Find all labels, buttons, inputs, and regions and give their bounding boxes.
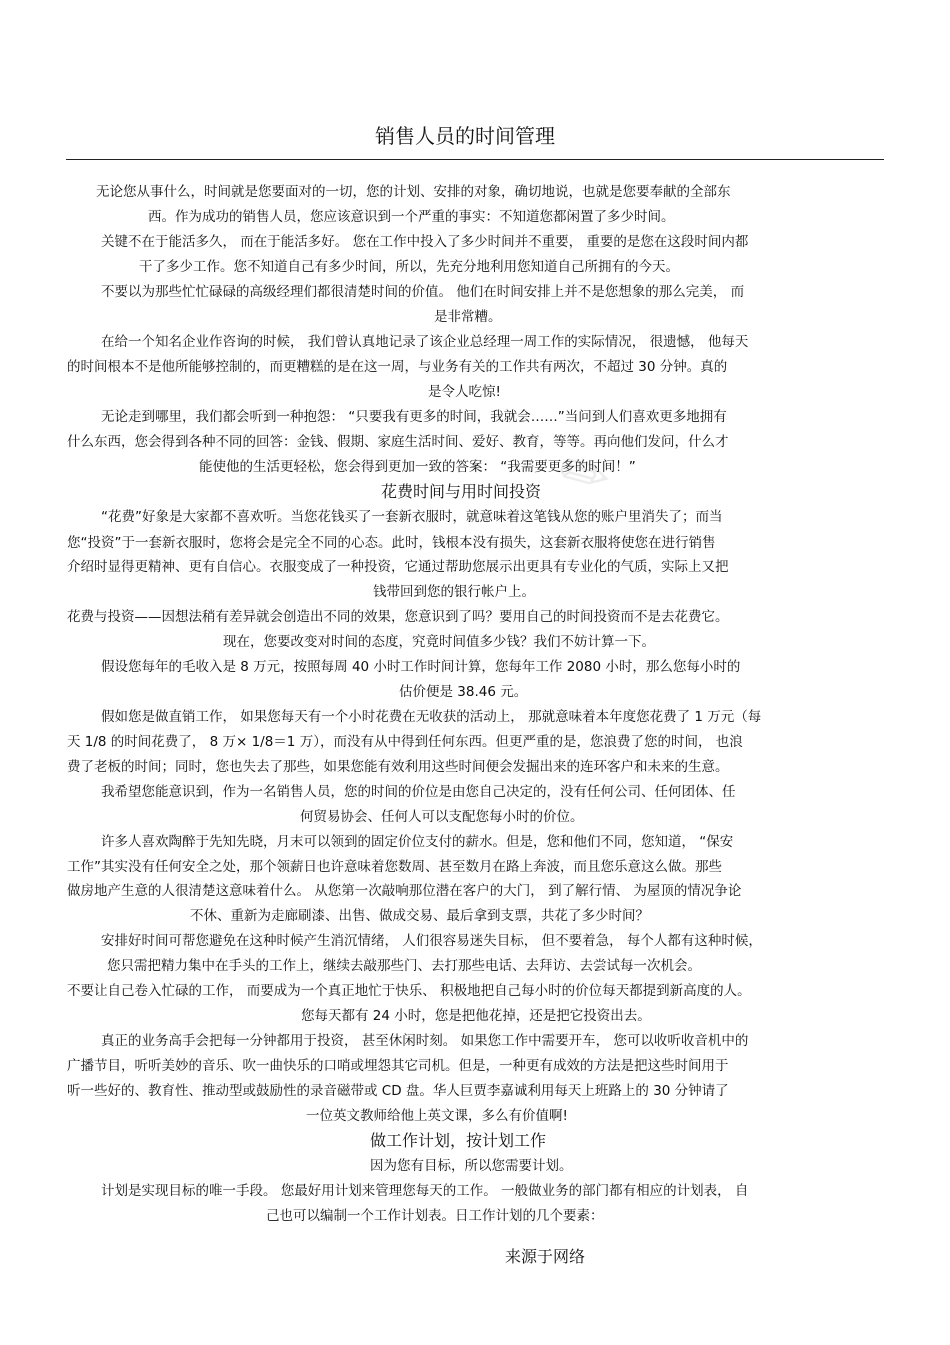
body-line: 是令人吃惊! xyxy=(428,384,501,400)
section-heading: 做工作计划，按计划工作 xyxy=(370,1131,547,1150)
source-footer: 来源于网络 xyxy=(504,1247,585,1266)
body-line: 真正的业务高手会把每一分钟都用于投资， 甚至休闲时刻。 如果您工作中需要开车， 您可以收听收音机中的 xyxy=(101,1033,749,1049)
body-line: 己也可以编制一个工作计划表。日工作计划的几个要素： xyxy=(266,1208,604,1224)
body-line: 听一些好的、教育性、推动型或鼓励性的录音磁带或 CD 盘。华人巨贾李嘉诚利用每天上班路上的 30 分钟请了 xyxy=(67,1083,729,1099)
body-line: 许多人喜欢陶醉于先知先晓，月末可以领到的固定价位支付的薪水。但是，您和他们不同，您知道， “保安 xyxy=(101,834,734,850)
body-line: 估价便是 38.46 元。 xyxy=(399,684,528,700)
body-line: 西。作为成功的销售人员，您应该意识到一个严重的事实：不知道您都闲置了多少时间。 xyxy=(148,209,675,225)
body-line: 介绍时显得更精神、更有自信心。衣服变成了一种投资，它通过帮助您展示出更具有专业化的气质，实际上又把 xyxy=(67,559,729,575)
body-line: 钱带回到您的银行帐户上。 xyxy=(373,584,535,600)
body-line: 能使他的生活更轻松，您会得到更加一致的答案： “我需要更多的时间！” xyxy=(199,459,636,475)
body-line: 不休、重新为走廊刷漆、出售、做成交易、最后拿到支票，共花了多少时间？ xyxy=(190,908,649,924)
body-line: 您“投资”于一套新衣服时，您将会是完全不同的心态。此时，钱根本没有损失，这套新衣服将使您在进行销售 xyxy=(67,535,716,551)
body-line: 计划是实现目标的唯一手段。 您最好用计划来管理您每天的工作。 一般做业务的部门都有相应的计划表， 自 xyxy=(101,1183,749,1199)
body-line: 假如您是做直销工作， 如果您每天有一个小时花费在无收获的活动上， 那就意味着本年度您花费了 1 万元（每 xyxy=(101,709,762,725)
body-line: 工作”其实没有任何安全之处，那个领薪日也许意味着您数周、甚至数月在路上奔波，而且您乐意这么做。那些 xyxy=(67,859,722,875)
body-line: 干了多少工作。您不知道自己有多少时间，所以，先充分地利用您知道自己所拥有的今天。 xyxy=(139,259,679,275)
body-line: 因为您有目标，所以您需要计划。 xyxy=(370,1158,573,1174)
body-line: 是非常糟。 xyxy=(434,309,502,325)
body-line: 广播节目，听听美妙的音乐、吹一曲快乐的口哨或埋怨其它司机。但是，一种更有成效的方法是把这些时间用于 xyxy=(67,1058,729,1074)
body-line: 什么东西，您会得到各种不同的回答：金钱、假期、家庭生活时间、爱好、教育，等等。再向他们发问，什么才 xyxy=(67,434,729,450)
body-line: 在给一个知名企业作咨询的时候， 我们曾认真地记录了该企业总经理一周工作的实际情况， 很遗憾， 他每天 xyxy=(101,334,749,350)
body-line: 花费与投资——因想法稍有差异就会创造出不同的效果，您意识到了吗？要用自己的时间投资而不是去花费它。 xyxy=(67,609,729,625)
watermark: ✎ xyxy=(545,432,625,518)
body-line: 天 1/8 的时间花费了， 8 万× 1/8＝1 万），而没有从中得到任何东西。但更严重的是，您浪费了您的时间， 也浪 xyxy=(67,734,743,750)
body-line: 不要让自己卷入忙碌的工作， 而要成为一个真正地忙于快乐、 积极地把自己每小时的价位每天都提到新高度的人。 xyxy=(67,983,751,999)
page-title: 销售人员的时间管理 xyxy=(375,124,555,148)
body-line: 的时间根本不是他所能够控制的，而更糟糕的是在这一周，与业务有关的工作共有两次，不超过 30 分钟。真的 xyxy=(67,359,728,375)
body-line: 不要以为那些忙忙碌碌的高级经理们都很清楚时间的价值。 他们在时间安排上并不是您想象的那么完美， 而 xyxy=(101,284,745,300)
body-line: 费了老板的时间；同时，您也失去了那些，如果您能有效利用这些时间便会发掘出来的连环客户和未来的生意。 xyxy=(67,759,729,775)
body-line: 一位英文教师给他上英文课，多么有价值啊! xyxy=(306,1108,568,1124)
title-divider xyxy=(66,159,884,160)
body-line: 关键不在于能活多久， 而在于能活多好。 您在工作中投入了多少时间并不重要， 重要的是您在这段时间内都 xyxy=(101,234,749,250)
body-line: 安排好时间可帮您避免在这种时候产生消沉情绪， 人们很容易迷失目标， 但不要着急， 每个人都有这种时候， xyxy=(101,933,762,949)
body-line: 做房地产生意的人很清楚这意味着什么。 从您第一次敲响那位潜在客户的大门， 到了解行情、 为屋顶的情况争论 xyxy=(67,883,742,899)
body-line: 假设您每年的毛收入是 8 万元，按照每周 40 小时工作时间计算，您每年工作 2080 小时，那么您每小时的 xyxy=(101,659,741,675)
body-line: 何贸易协会、任何人可以支配您每小时的价位。 xyxy=(300,809,584,825)
body-line: 您每天都有 24 小时，您是把他花掉，还是把它投资出去。 xyxy=(301,1008,651,1024)
section-heading: 花费时间与用时间投资 xyxy=(381,482,542,501)
body-line: 我希望您能意识到，作为一名销售人员，您的时间的价位是由您自己决定的，没有任何公司、任何团体、任 xyxy=(101,784,736,800)
body-line: 现在，您要改变对时间的态度，究竟时间值多少钱？我们不妨计算一下。 xyxy=(223,634,655,650)
body-line: “花费”好象是大家都不喜欢听。当您花钱买了一套新衣服时，就意味着这笔钱从您的账户里消失了；而当 xyxy=(101,509,723,525)
body-line: 您只需把精力集中在手头的工作上，继续去敲那些门、去打那些电话、去拜访、去尝试每一次机会。 xyxy=(107,958,701,974)
body-line: 无论您从事什么，时间就是您要面对的一切，您的计划、安排的对象，确切地说，也就是您要奉献的全部东 xyxy=(96,184,731,200)
body-line: 无论走到哪里，我们都会听到一种抱怨： “只要我有更多的时间，我就会……”当问到人们喜欢更多地拥有 xyxy=(101,409,727,425)
